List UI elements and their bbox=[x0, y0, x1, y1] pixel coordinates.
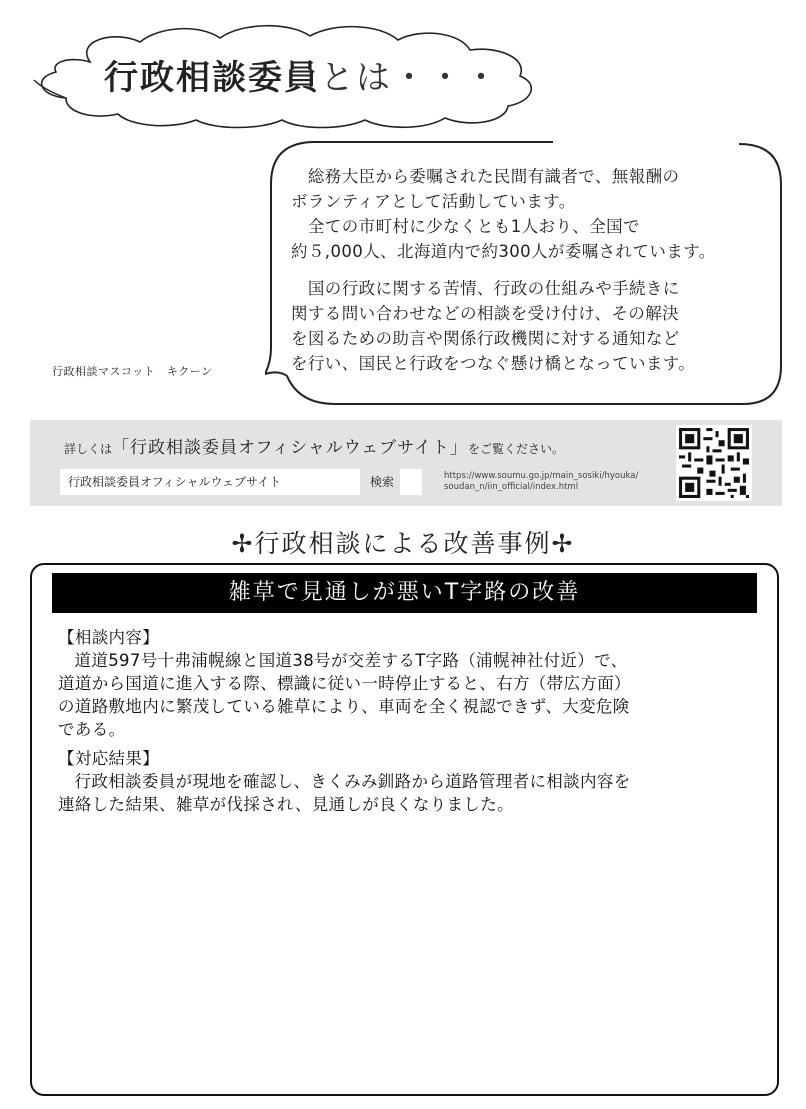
info-lead-site: 「行政相談委員オフィシャルウェブサイト」 bbox=[112, 438, 468, 458]
consult-line: である。 bbox=[58, 720, 126, 739]
intro-line: 約５,000人、北海道内で約300人が委嘱されています。 bbox=[291, 242, 716, 261]
intro-text bbox=[291, 164, 775, 376]
search-button-label: 検索 bbox=[362, 469, 400, 495]
official-site-url[interactable] bbox=[444, 471, 638, 493]
title-rest-part: とは・・・ bbox=[320, 58, 500, 98]
page-title bbox=[104, 50, 500, 99]
result-line: 連絡した結果、雑草が伐採され、見通しが良くなりました。 bbox=[58, 795, 514, 814]
consult-label: 【相談内容】 bbox=[58, 628, 160, 647]
title-bold-part: 行政相談委員 bbox=[104, 58, 320, 98]
search-input[interactable] bbox=[60, 469, 360, 495]
url-line: soudan_n/iin_official/index.html bbox=[444, 482, 579, 492]
intro-line: を図るための助言や関係行政機関に対する通知など bbox=[291, 329, 680, 348]
qr-code-icon bbox=[676, 425, 752, 501]
info-lead-text bbox=[64, 433, 564, 458]
intro-line: 総務大臣から委嘱された民間有識者で、無報酬の bbox=[291, 167, 680, 186]
search-button[interactable] bbox=[362, 469, 422, 495]
mascot-caption: 行政相談マスコット キクーン bbox=[52, 365, 213, 378]
section-heading: ✢行政相談による改善事例✢ bbox=[231, 529, 575, 558]
intro-line: ボランティアとして活動しています。 bbox=[291, 192, 576, 211]
result-label: 【対応結果】 bbox=[58, 749, 160, 768]
info-lead-prefix: 詳しくは bbox=[64, 442, 113, 456]
intro-line: を行い、国民と行政をつなぐ懸け橋となっています。 bbox=[291, 354, 696, 373]
case-body bbox=[58, 626, 778, 816]
consult-line: 道道から国道に進入する際、標識に従い一時停止すると、右方（帯広方面） bbox=[58, 674, 631, 693]
case-title-banner: 雑草で見通しが悪いT字路の改善 bbox=[52, 573, 757, 613]
intro-line: 国の行政に関する苦情、行政の仕組みや手続きに bbox=[291, 279, 680, 298]
intro-line: 全ての市町村に少なくとも1人おり、全国で bbox=[291, 217, 640, 236]
info-lead-suffix: をご覧ください。 bbox=[467, 442, 564, 456]
result-line: 行政相談委員が現地を確認し、きくみみ釧路から道路管理者に相談内容を bbox=[74, 772, 631, 791]
consult-line: 道道597号十弗浦幌線と国道38号が交差するT字路（浦幌神社付近）で、 bbox=[74, 651, 628, 670]
intro-line: 関する問い合わせなどの相談を受け付け、その解決 bbox=[291, 304, 680, 323]
consult-line: の道路敷地内に繁茂している雑草により、車両を全く視認できず、大変危険 bbox=[58, 697, 630, 716]
url-line: https://www.soumu.go.jp/main_sosiki/hyouka/ bbox=[444, 471, 639, 481]
